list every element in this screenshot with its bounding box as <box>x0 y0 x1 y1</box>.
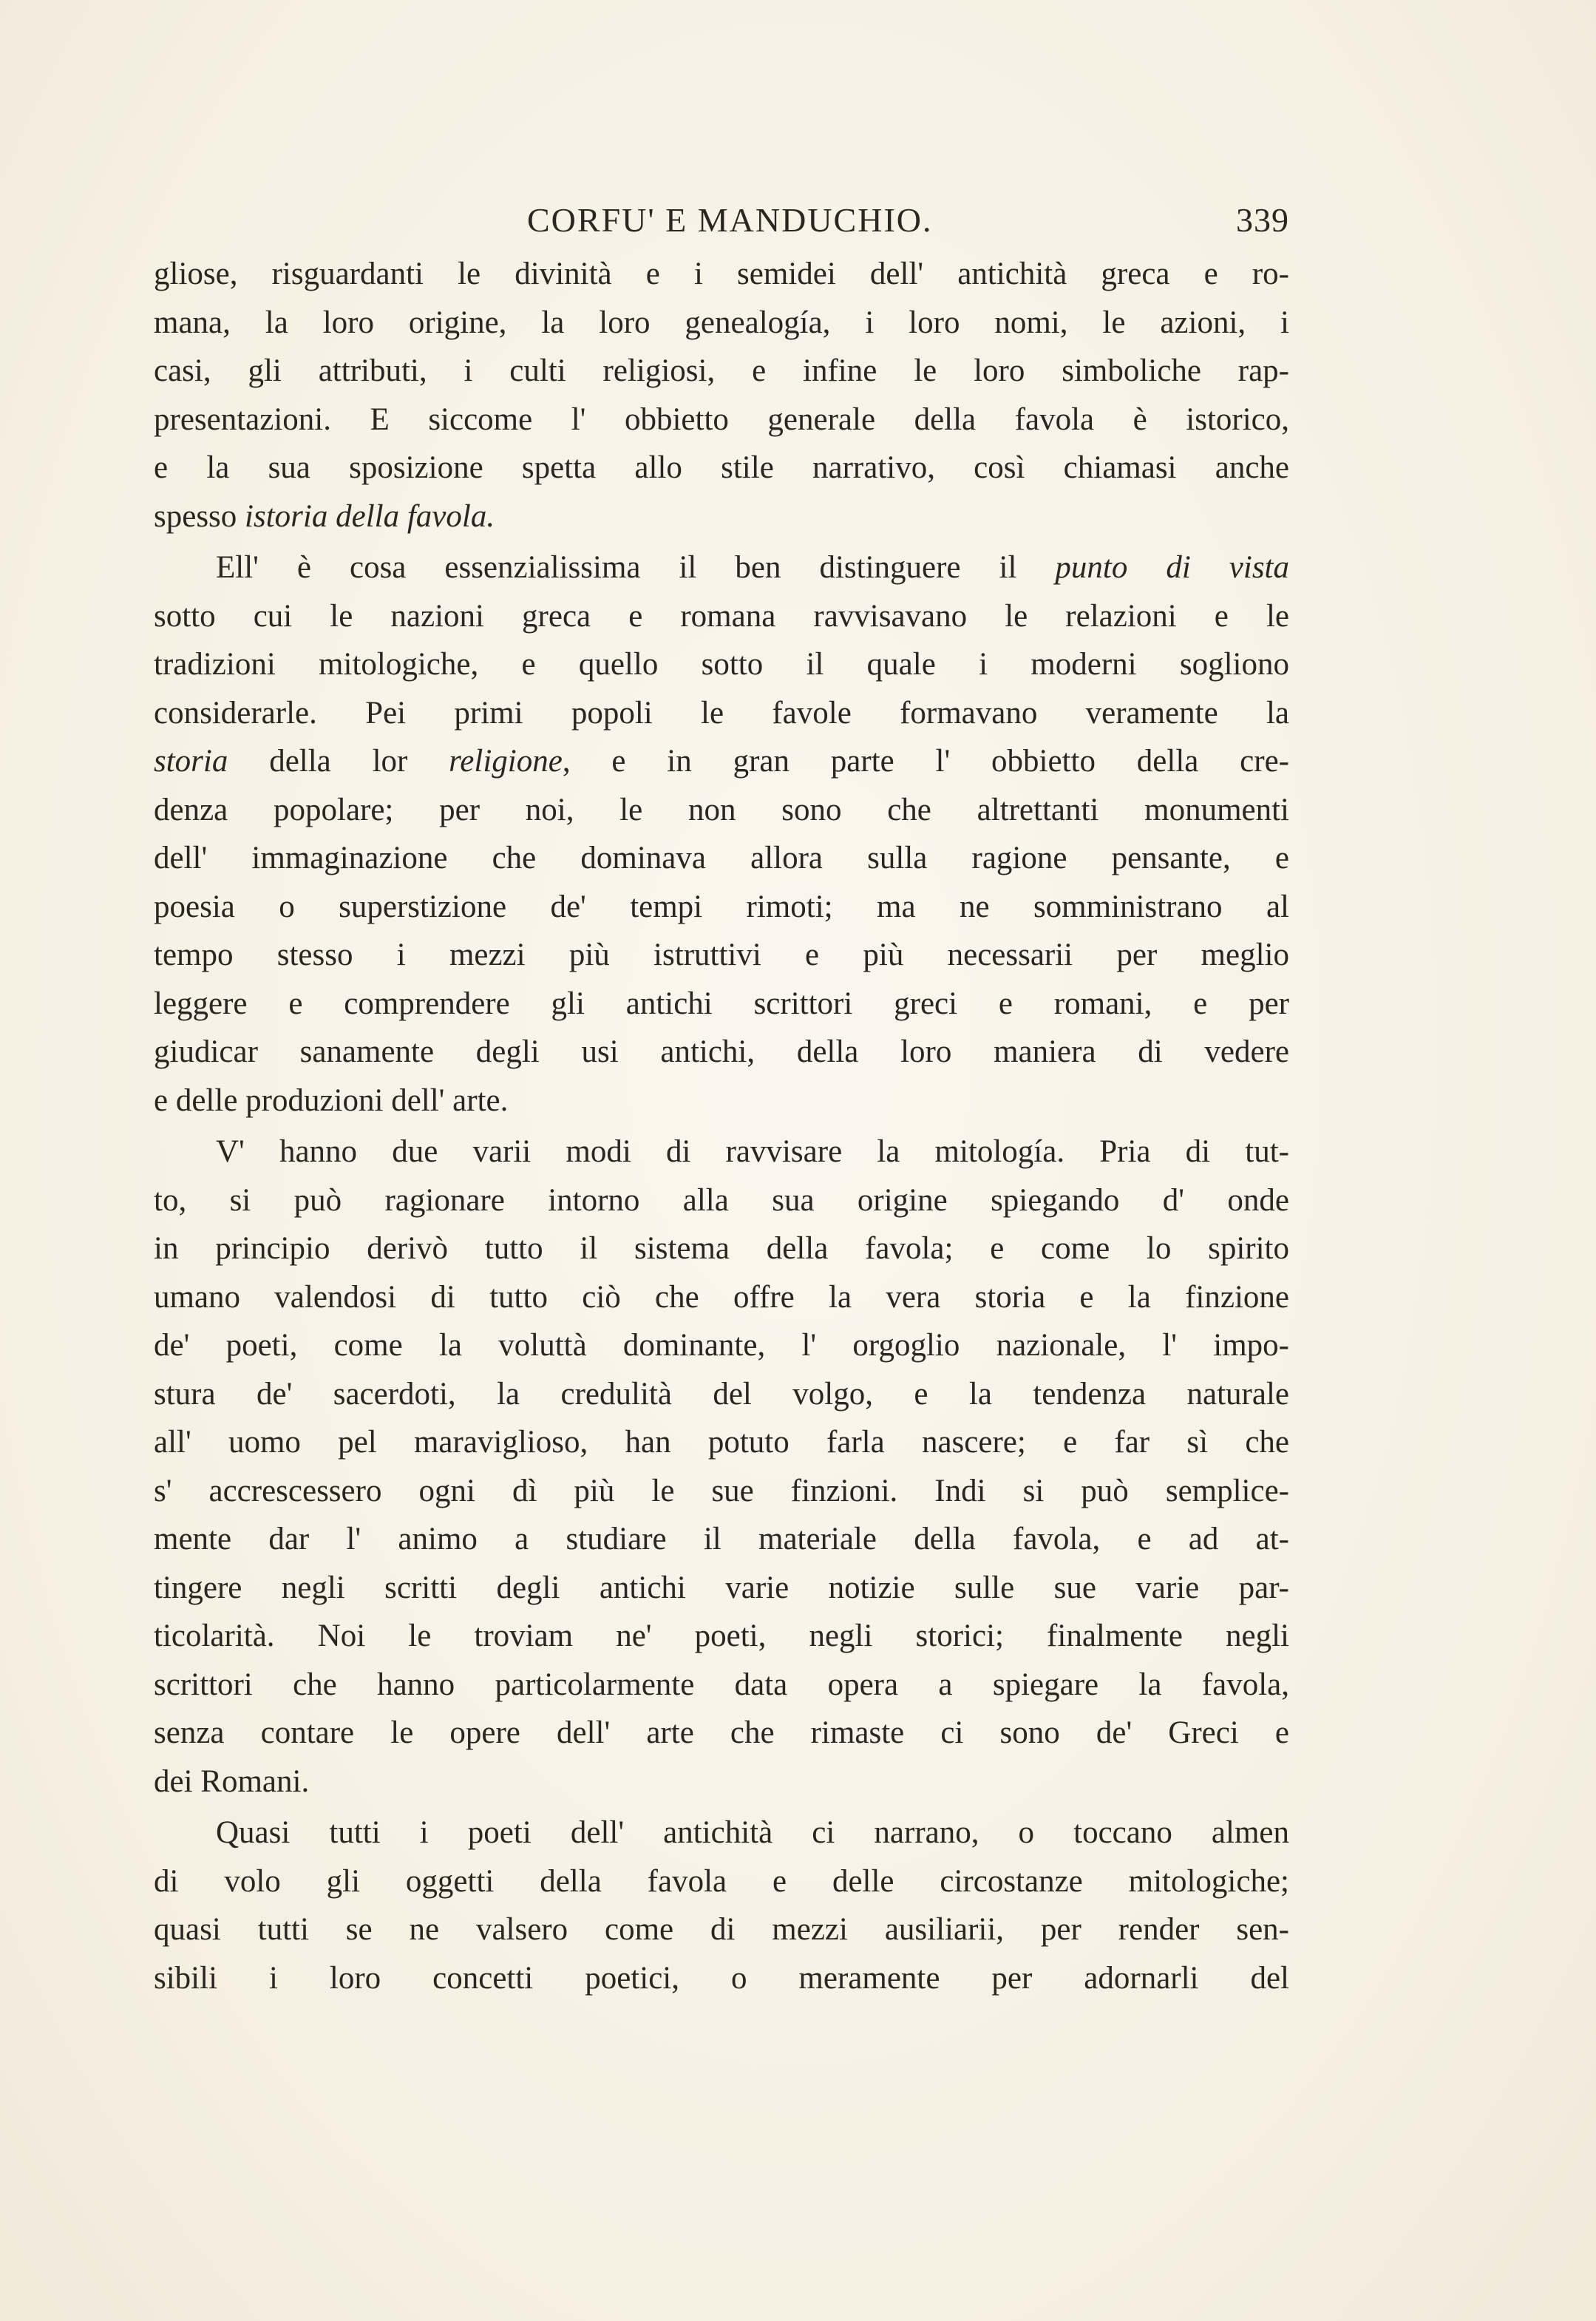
text-line <box>154 1709 1289 1758</box>
text-line <box>154 1661 1289 1710</box>
paragraph <box>154 1128 1289 1806</box>
text-line <box>154 786 1289 835</box>
text-line <box>154 1809 1289 1857</box>
text-run: s' accrescessero ogni dì più le sue finzioni. Indi si può semplice- <box>154 1473 1289 1508</box>
text-run: sotto cui le nazioni greca e romana ravvisavano le relazioni e le <box>154 598 1289 634</box>
text-line <box>154 1128 1289 1176</box>
text-line <box>154 1612 1289 1661</box>
text-line <box>154 640 1289 689</box>
body-text <box>154 250 1289 2002</box>
text-run: mana, la loro origine, la loro genealogía, i loro nomi, le azioni, i <box>154 305 1289 340</box>
text-line <box>154 883 1289 932</box>
text-run: gliose, risguardanti le divinità e i semidei dell' antichità greca e ro- <box>154 257 1289 291</box>
text-line <box>154 1370 1289 1419</box>
text-run: quasi tutti se ne valsero come di mezzi ausiliarii, per render sen- <box>154 1912 1289 1947</box>
text-run: all' uomo pel maraviglioso, han potuto farla nascere; e far sì che <box>154 1425 1289 1460</box>
text-line <box>154 1467 1289 1516</box>
text-line <box>154 834 1289 883</box>
text-run: poesia o superstizione de' tempi rimoti; ma ne somministrano al <box>154 889 1289 924</box>
text-run: casi, gli attributi, i culti religiosi, e infine le loro simboliche rap- <box>154 353 1289 388</box>
text-line <box>154 931 1289 980</box>
text-run: tradizioni mitologiche, e quello sotto il quale i moderni sogliono <box>154 647 1289 682</box>
text-line <box>154 492 1289 541</box>
text-line <box>154 1857 1289 1906</box>
text-run: e delle produzioni dell' arte. <box>154 1082 509 1118</box>
text-run: , e in gran parte l' obbietto della cre- <box>562 744 1289 779</box>
italic-phrase: punto di vista <box>1055 550 1290 585</box>
running-title: CORFU' E MANDUCHIO. <box>527 201 933 239</box>
text-run: considerarle. Pei primi popoli le favole formavano veramente la <box>154 695 1289 731</box>
text-run: V' hanno due varii modi di ravvisare la mitología. Pria di tut- <box>216 1134 1289 1169</box>
text-line <box>154 1905 1289 1954</box>
text-line <box>154 1273 1289 1322</box>
text-line <box>154 980 1289 1029</box>
text-run: de' poeti, come la voluttà dominante, l' orgoglio nazionale, l' impo- <box>154 1328 1289 1363</box>
text-run: senza contare le opere dell' arte che rimaste ci sono de' Greci e <box>154 1715 1289 1750</box>
text-run: tingere negli scritti degli antichi varie notizie sulle sue varie par- <box>154 1570 1289 1605</box>
text-line <box>154 1176 1289 1225</box>
page-header <box>154 198 1289 243</box>
text-run: tempo stesso i mezzi più istruttivi e più necessarii per meglio <box>154 938 1289 972</box>
text-run: Ell' è cosa essenzialissima il ben distinguere il <box>216 550 1056 585</box>
text-run: umano valendosi di tutto ciò che offre la vera storia e la finzione <box>154 1279 1289 1315</box>
text-run: di volo gli oggetti della favola e delle circostanze mitologiche; <box>154 1863 1289 1899</box>
text-run: stura de' sacerdoti, la credulità del volgo, e la tendenza naturale <box>154 1376 1289 1412</box>
text-run: sibili i loro concetti poetici, o meramente per adornarli del <box>154 1960 1289 1996</box>
text-run: Quasi tutti i poeti dell' antichità ci narrano, o toccano almen <box>216 1815 1289 1850</box>
text-line <box>154 1321 1289 1370</box>
text-line <box>154 1758 1289 1806</box>
text-run: dei Romani. <box>154 1763 310 1799</box>
text-run: denza popolare; per noi, le non sono che altrettanti monumenti <box>154 792 1289 827</box>
text-run: presentazioni. E siccome l' obbietto generale della favola è istorico, <box>154 401 1289 437</box>
paragraph <box>154 250 1289 541</box>
text-run: in principio derivò tutto il sistema della favola; e come lo spirito <box>154 1231 1289 1266</box>
text-line <box>154 444 1289 492</box>
text-line <box>154 1564 1289 1613</box>
text-line <box>154 250 1289 299</box>
page-number: 339 <box>1236 201 1289 239</box>
text-run: to, si può ragionare intorno alla sua origine spiegando d' onde <box>154 1182 1289 1218</box>
text-run: spesso <box>154 498 245 534</box>
italic-phrase: istoria della favola. <box>245 498 495 534</box>
text-run: ticolarità. Noi le troviam ne' poeti, negli storici; finalmente negli <box>154 1619 1289 1653</box>
text-run: della lor <box>228 744 449 779</box>
paragraph <box>154 1809 1289 2002</box>
text-line <box>154 543 1289 592</box>
text-run: scrittori che hanno particolarmente data opera a spiegare la favola, <box>154 1667 1289 1702</box>
text-line <box>154 1418 1289 1467</box>
text-line <box>154 347 1289 396</box>
italic-phrase: storia <box>154 744 228 779</box>
text-line <box>154 1077 1289 1125</box>
text-line <box>154 1515 1289 1564</box>
text-line <box>154 1224 1289 1273</box>
text-line <box>154 396 1289 444</box>
italic-phrase: religione <box>449 744 563 779</box>
text-run: e la sua sposizione spetta allo stile narrativo, così chiamasi anche <box>154 450 1289 485</box>
text-run: giudicar sanamente degli usi antichi, della loro maniera di vedere <box>154 1034 1289 1069</box>
text-line <box>154 1954 1289 2003</box>
text-line <box>154 592 1289 641</box>
text-run: dell' immaginazione che dominava allora sulla ragione pensante, e <box>154 841 1289 875</box>
text-line <box>154 737 1289 786</box>
text-run: mente dar l' animo a studiare il materiale della favola, e ad at- <box>154 1522 1289 1556</box>
text-line <box>154 1028 1289 1077</box>
text-line <box>154 689 1289 738</box>
paragraph <box>154 543 1289 1125</box>
text-run: leggere e comprendere gli antichi scrittori greci e romani, e per <box>154 986 1289 1021</box>
text-line <box>154 299 1289 348</box>
